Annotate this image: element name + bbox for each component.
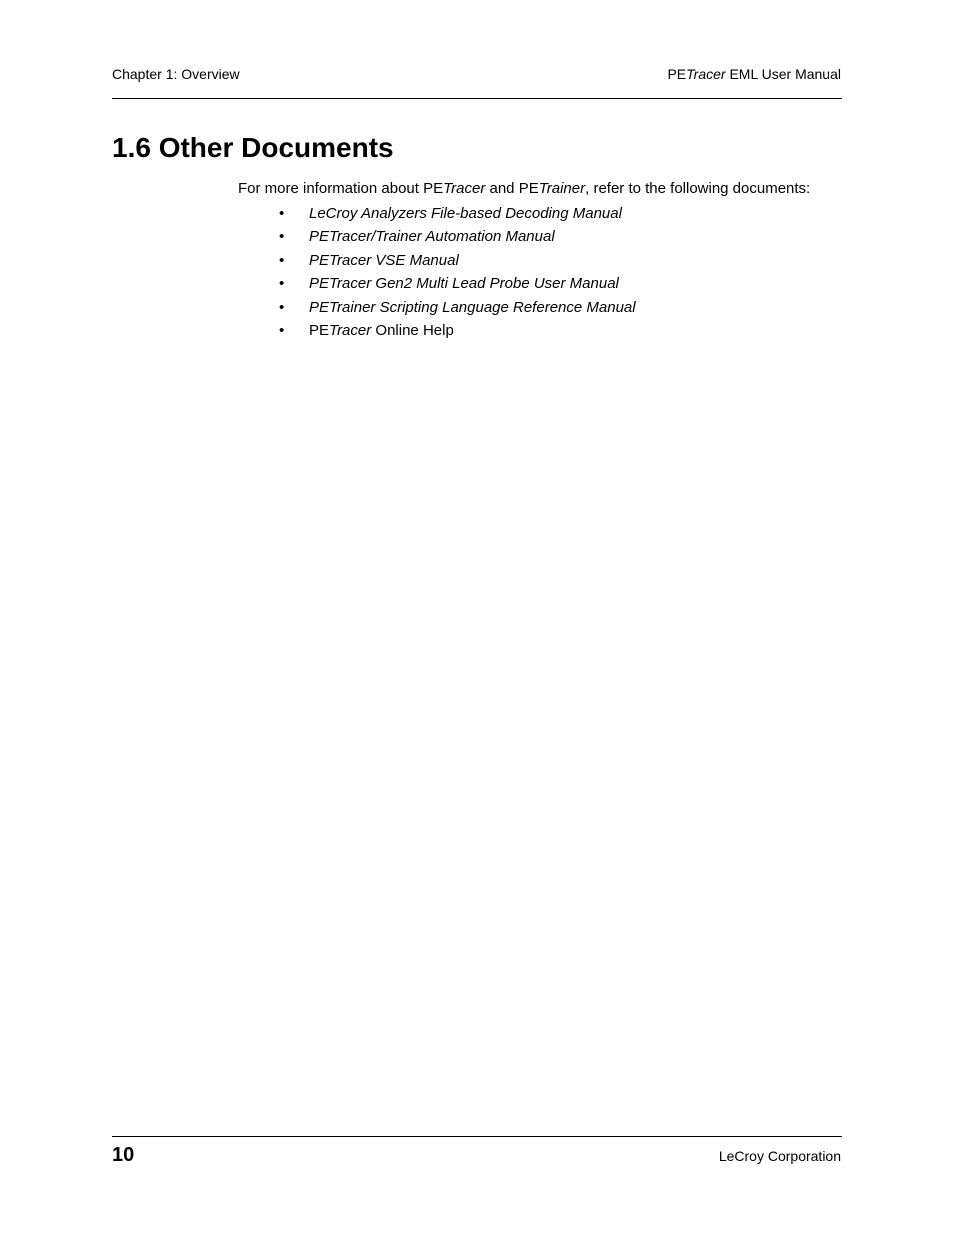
- running-header-manual-title: [667, 66, 841, 83]
- footer-company: LeCroy Corporation: [718, 1148, 841, 1164]
- section-title: 1.6 Other Documents: [112, 132, 394, 163]
- bullet: •: [279, 275, 285, 293]
- document-title-online-help: [309, 322, 454, 340]
- document-title: LeCroy Analyzers File-based Decoding Manual: [309, 205, 622, 222]
- intro-paragraph: [238, 180, 810, 198]
- page-number: 10: [112, 1144, 135, 1166]
- header-divider: [112, 98, 842, 99]
- intro-text-2: and PE: [485, 180, 539, 197]
- manual-title-italic: Tracer: [686, 66, 726, 82]
- intro-text-1: For more information about PE: [238, 180, 444, 197]
- online-help-suffix: Online Help: [371, 321, 454, 339]
- document-title: PETracer Gen2 Multi Lead Probe User Manual: [309, 275, 619, 293]
- online-help-italic: Tracer: [329, 321, 372, 339]
- document-title: PETracer/Trainer Automation Manual: [309, 228, 555, 246]
- online-help-prefix: PE: [309, 321, 330, 339]
- running-header-chapter: Chapter 1: Overview: [112, 66, 240, 82]
- bullet: •: [279, 251, 285, 269]
- manual-title-suffix: EML User Manual: [725, 66, 841, 82]
- bullet: •: [279, 205, 285, 222]
- bullet: •: [279, 228, 285, 246]
- footer-divider: [112, 1136, 842, 1137]
- document-title: PETrainer Scripting Language Reference Manual: [309, 298, 636, 316]
- bullet: •: [279, 321, 285, 339]
- intro-trainer: Trainer: [538, 180, 586, 197]
- bullet: •: [279, 298, 285, 316]
- manual-title-prefix: PE: [667, 66, 687, 82]
- intro-text-3: , refer to the following documents:: [585, 180, 811, 197]
- intro-tracer: Tracer: [443, 180, 486, 197]
- document-title: PETracer VSE Manual: [309, 251, 459, 269]
